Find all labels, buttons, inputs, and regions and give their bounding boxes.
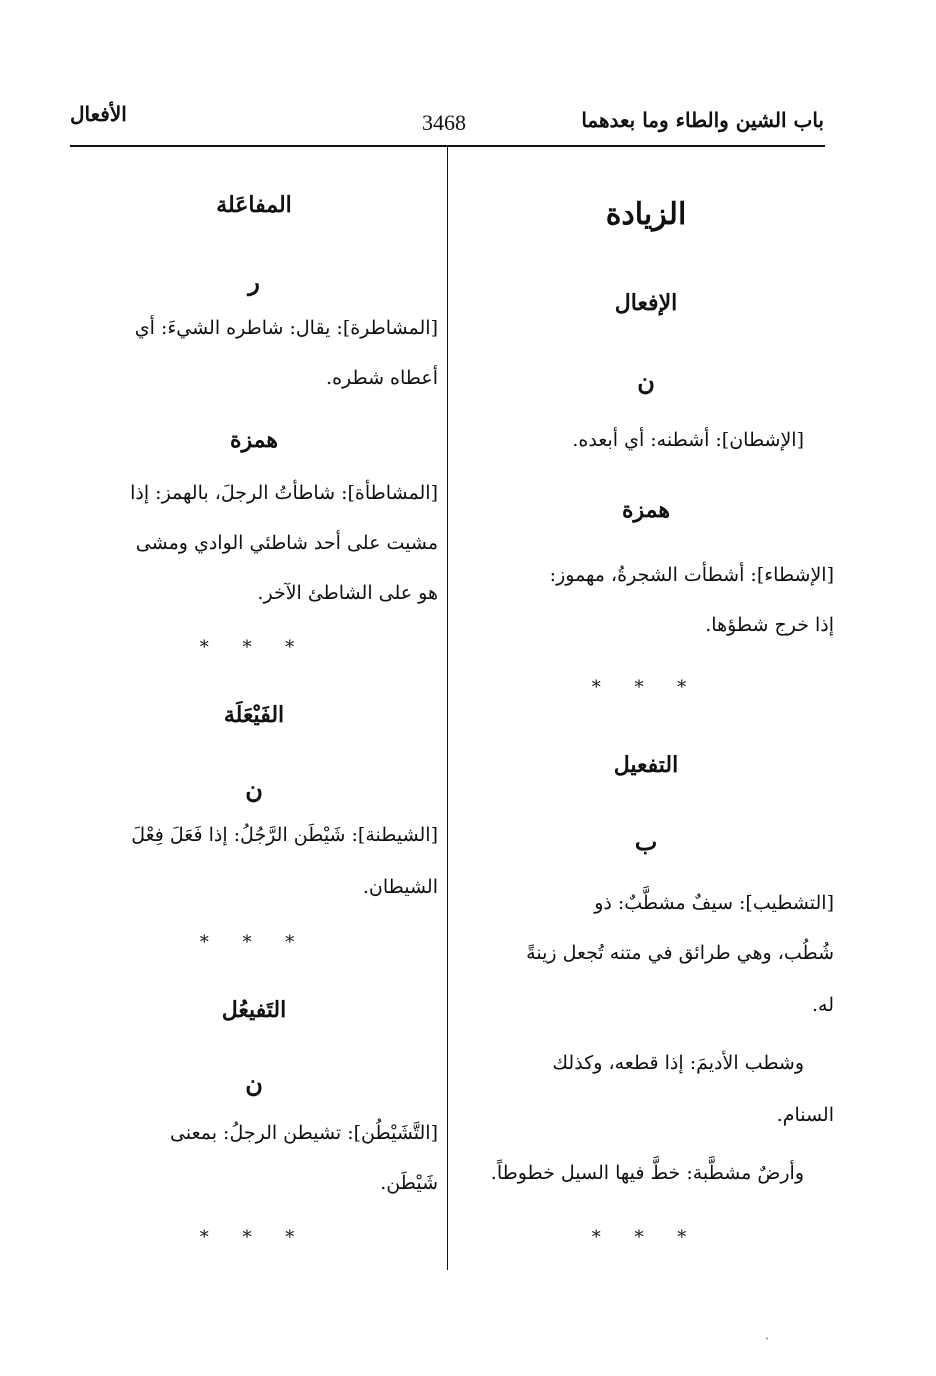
heading-tafayul: التَفيعُل (221, 997, 287, 1023)
heading-hamza: همزة (622, 497, 670, 523)
entry-shaytana-line2: الشيطان. (362, 876, 438, 898)
entry-mushattaba: وأرضٌ مشطَّبة: خطَّ فيها السيل خطوطاً. (490, 1162, 804, 1184)
heading-hamza: همزة (230, 427, 278, 453)
entry-ishtan: [الإشطان]: أشطنه: أي أبعده. (572, 429, 804, 451)
entry-tashtib-line3: له. (811, 994, 834, 1016)
entry-mushataa-line3: هو على الشاطئ الآخر. (257, 582, 438, 604)
header-left-title: الأفعال (70, 102, 127, 126)
entry-shatab-line2: السنام. (776, 1104, 834, 1126)
separator-stars: * * * (199, 1227, 309, 1248)
root-letter: ن (637, 367, 655, 396)
separator-stars: * * * (591, 677, 701, 698)
heading-tafil: التفعيل (613, 752, 679, 778)
section-title: الزيادة (605, 197, 687, 232)
header-right-title: باب الشين والطاء وما بعدهما (581, 108, 824, 132)
heading-ifal: الإفعال (614, 290, 678, 316)
entry-ishta-line2: إذا خرج شطؤها. (705, 614, 834, 636)
entry-tashaytun-line1: [التَّشَيْطُن]: تشيطن الرجلُ: بمعنى (170, 1122, 438, 1144)
root-letter: ن (245, 1069, 263, 1098)
entry-mushatara-line1: [المشاطرة]: يقال: شاطره الشيءَ: أي (134, 317, 438, 339)
page-number: 3468 (422, 110, 466, 135)
root-letter: ن (245, 775, 263, 804)
entry-shaytana-line1: [الشيطنة]: شَيْطَن الرَّجُلُ: إذا فَعَلَ فِعْلَ (131, 824, 438, 846)
heading-fayala: الفَيْعَلَة (223, 702, 285, 728)
entry-tashtib-line2: شُطُب، وهي طرائق في متنه تُجعل زينةً (526, 942, 834, 964)
separator-stars: * * * (199, 932, 309, 953)
entry-ishta-line1: [الإشطاء]: أشطأت الشجرةُ، مهموز: (549, 564, 834, 586)
separator-stars: * * * (199, 637, 309, 658)
entry-tashtib-line1: [التشطيب]: سيفٌ مشطَّبٌ: ذو (594, 892, 834, 914)
scan-mark: ˎ (765, 1326, 769, 1340)
page-header (70, 100, 824, 144)
entry-tashaytun-line2: شَيْطَن. (380, 1172, 438, 1194)
root-letter: ب (634, 827, 658, 856)
entry-mushatara-line2: أعطاه شطره. (326, 367, 438, 389)
entry-shatab-line1: وشطب الأديمَ: إذا قطعه، وكذلك (552, 1052, 804, 1074)
entry-mushataa-line1: [المشاطأة]: شاطأتُ الرجلَ، بالهمز: إذا (130, 482, 438, 504)
column-divider (447, 147, 448, 1270)
heading-mufaala: المفاعَلة (216, 192, 292, 218)
entry-mushataa-line2: مشيت على أحد شاطئي الوادي ومشى (135, 532, 438, 554)
root-letter: ر (248, 267, 260, 296)
separator-stars: * * * (591, 1227, 701, 1248)
